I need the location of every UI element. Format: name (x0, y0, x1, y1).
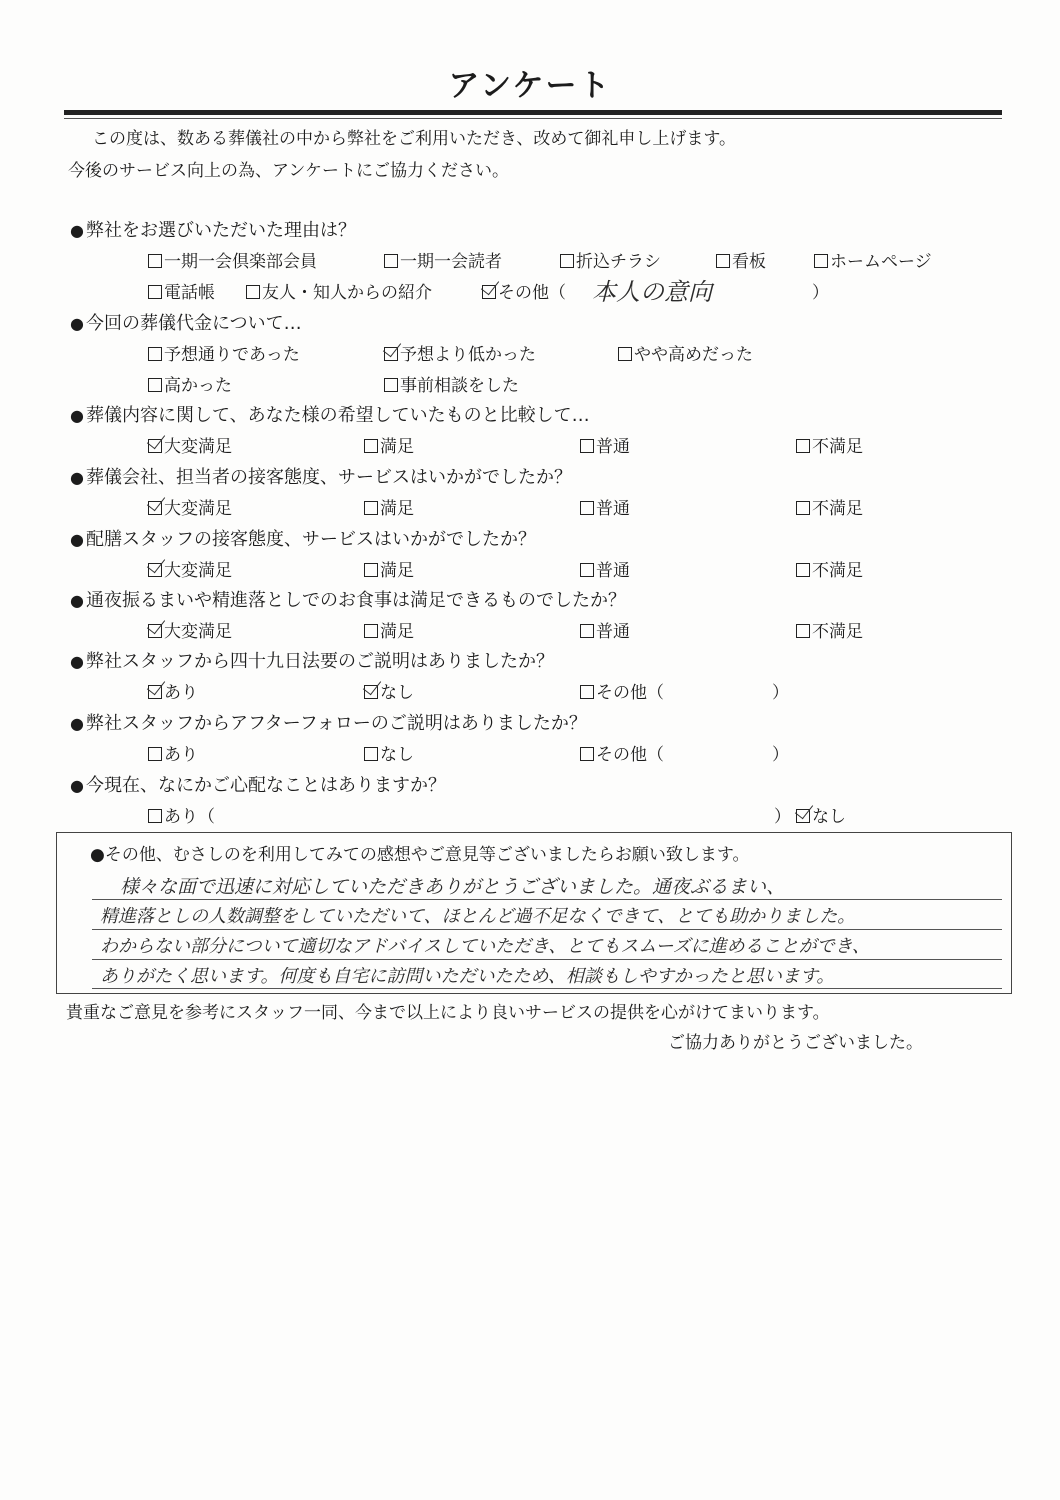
checkbox[interactable] (560, 254, 574, 268)
comment-heading: ●その他、むさしのを利用してみての感想やご意見等ございましたらお願い致します。 (90, 845, 750, 865)
checkbox[interactable] (580, 501, 594, 515)
comment-handwritten-line-1: 様々な面で迅速に対応していただきありがとうございました。通夜ぶるまい、 (120, 876, 786, 898)
checkbox[interactable] (148, 254, 162, 268)
comment-rule (92, 959, 1002, 960)
checkbox-checked[interactable] (148, 624, 162, 638)
q3-option-4[interactable]: 不満足 (796, 432, 863, 457)
checkbox[interactable] (364, 747, 378, 761)
q5-option-3[interactable]: 普通 (580, 556, 630, 581)
q8-other-close: ） (772, 745, 789, 765)
checkbox-checked[interactable] (482, 285, 496, 299)
question-3: ● 葬儀内容に関して、あなた様の希望していたものと比較して… (70, 405, 590, 426)
footer-message: 貴重なご意見を参考にスタッフ一同、今まで以上により良いサービスの提供を心がけてまいります。 (66, 1003, 830, 1023)
title-divider (64, 110, 1002, 115)
q4-option-4[interactable]: 不満足 (796, 494, 863, 519)
q1-option-7[interactable]: 友人・知人からの紹介 (246, 278, 432, 303)
checkbox[interactable] (148, 347, 162, 361)
checkbox[interactable] (716, 254, 730, 268)
question-6: ● 通夜振るまいや精進落としでのお食事は満足できるものでしたか？ (70, 590, 626, 611)
intro-line-2: 今後のサービス向上の為、アンケートにご協力ください。 (68, 161, 509, 181)
q2-option-4[interactable]: 高かった (148, 371, 232, 396)
q8-option-3[interactable]: その他（ (580, 740, 664, 765)
q2-option-5[interactable]: 事前相談をした (384, 371, 519, 396)
checkbox[interactable] (364, 439, 378, 453)
q9-option-1[interactable]: あり（ (148, 802, 215, 827)
checkbox[interactable] (384, 378, 398, 392)
question-8: ● 弊社スタッフからアフターフォローのご説明はありましたか？ (70, 713, 587, 734)
checkbox[interactable] (618, 347, 632, 361)
q7-option-1[interactable]: あり (148, 678, 198, 703)
intro-line-1: この度は、数ある葬儀社の中から弊社をご利用いただき、改めて御礼申し上げます。 (92, 129, 736, 149)
comment-handwritten-line-2: 精進落としの人数調整をしていただいて、ほとんど過不足なくできて、とても助かりました。 (100, 906, 856, 927)
q7-option-2[interactable]: なし (364, 678, 414, 703)
q1-option-4[interactable]: 看板 (716, 247, 766, 272)
checkbox-checked[interactable] (148, 685, 162, 699)
q6-option-2[interactable]: 満足 (364, 617, 414, 642)
q9-option-2[interactable]: なし (796, 802, 846, 827)
q8-option-1[interactable]: あり (148, 740, 198, 765)
page-title: アンケート (448, 68, 612, 104)
comment-rule (92, 988, 1002, 989)
footer-thanks: ご協力ありがとうございました。 (668, 1033, 923, 1053)
q3-option-1[interactable]: 大変満足 (148, 432, 232, 457)
q4-option-3[interactable]: 普通 (580, 494, 630, 519)
checkbox-checked[interactable] (384, 347, 398, 361)
checkbox[interactable] (580, 685, 594, 699)
checkbox[interactable] (148, 378, 162, 392)
question-1-text: 弊社をお選びいただいた理由は？ (85, 220, 356, 241)
question-4: ● 葬儀会社、担当者の接客態度、サービスはいかがでしたか？ (70, 467, 572, 488)
checkbox-checked[interactable] (148, 563, 162, 577)
q6-option-4[interactable]: 不満足 (796, 617, 863, 642)
q1-option-1[interactable]: 一期一会倶楽部会員 (148, 247, 317, 272)
comment-rule (92, 899, 1002, 900)
q1-option-2[interactable]: 一期一会読者 (384, 247, 502, 272)
checkbox[interactable] (580, 563, 594, 577)
question-5: ● 配膳スタッフの接客態度、サービスはいかがでしたか？ (70, 529, 536, 550)
q5-option-2[interactable]: 満足 (364, 556, 414, 581)
checkbox[interactable] (246, 285, 260, 299)
checkbox-checked[interactable] (148, 501, 162, 515)
checkbox[interactable] (580, 747, 594, 761)
q1-other-close: ） (812, 283, 829, 303)
checkbox[interactable] (384, 254, 398, 268)
q3-option-2[interactable]: 満足 (364, 432, 414, 457)
title-divider-thin (64, 118, 1002, 119)
question-4-text: 葬儀会社、担当者の接客態度、サービスはいかがでしたか？ (85, 467, 572, 488)
q4-option-1[interactable]: 大変満足 (148, 494, 232, 519)
checkbox-checked[interactable] (364, 685, 378, 699)
checkbox[interactable] (148, 285, 162, 299)
comment-rule (92, 929, 1002, 930)
checkbox-checked[interactable] (796, 809, 810, 823)
question-7-text: 弊社スタッフから四十九日法要のご説明はありましたか？ (85, 651, 554, 672)
q5-option-4[interactable]: 不満足 (796, 556, 863, 581)
checkbox[interactable] (364, 624, 378, 638)
comment-handwritten-line-3: わからない部分について適切なアドバイスしていただき、とてもスムーズに進めることができ、 (100, 936, 870, 957)
q3-option-3[interactable]: 普通 (580, 432, 630, 457)
question-3-text: 葬儀内容に関して、あなた様の希望していたものと比較して… (85, 405, 590, 426)
q7-option-3[interactable]: その他（ (580, 678, 664, 703)
question-7: ● 弊社スタッフから四十九日法要のご説明はありましたか？ (70, 651, 554, 672)
question-8-text: 弊社スタッフからアフターフォローのご説明はありましたか？ (85, 713, 587, 734)
q5-option-1[interactable]: 大変満足 (148, 556, 232, 581)
q6-option-1[interactable]: 大変満足 (148, 617, 232, 642)
checkbox[interactable] (148, 809, 162, 823)
checkbox[interactable] (796, 439, 810, 453)
q2-option-3[interactable]: やや高めだった (618, 340, 753, 365)
question-9-text: 今現在、なにかご心配なことはありますか？ (85, 775, 446, 796)
checkbox[interactable] (796, 501, 810, 515)
q1-option-3[interactable]: 折込チラシ (560, 247, 661, 272)
comment-handwritten-line-4: ありがたく思います。何度も自宅に訪問いただいたため、相談もしやすかったと思います。 (100, 966, 835, 987)
q1-option-6[interactable]: 電話帳 (148, 278, 215, 303)
q1-other-handwritten: 本人の意向 (592, 278, 712, 306)
question-6-text: 通夜振るまいや精進落としでのお食事は満足できるものでしたか？ (85, 590, 626, 611)
checkbox[interactable] (364, 563, 378, 577)
checkbox[interactable] (796, 624, 810, 638)
checkbox[interactable] (580, 624, 594, 638)
checkbox[interactable] (364, 501, 378, 515)
checkbox[interactable] (148, 747, 162, 761)
checkbox[interactable] (814, 254, 828, 268)
q1-option-8[interactable]: その他（ (482, 278, 566, 303)
question-5-text: 配膳スタッフの接客態度、サービスはいかがでしたか？ (85, 529, 536, 550)
checkbox[interactable] (580, 439, 594, 453)
checkbox[interactable] (796, 563, 810, 577)
q9-other-close: ） (774, 807, 791, 827)
q4-option-2[interactable]: 満足 (364, 494, 414, 519)
q2-option-1[interactable]: 予想通りであった (148, 340, 300, 365)
checkbox-checked[interactable] (148, 439, 162, 453)
q8-option-2[interactable]: なし (364, 740, 414, 765)
q1-option-5[interactable]: ホームページ (814, 247, 932, 272)
question-2: ● 今回の葬儀代金について… (70, 313, 302, 334)
q6-option-3[interactable]: 普通 (580, 617, 630, 642)
question-2-text: 今回の葬儀代金について… (85, 313, 302, 334)
q7-other-close: ） (772, 683, 789, 703)
question-1: ● 弊社をお選びいただいた理由は？ (70, 220, 356, 241)
q2-option-2[interactable]: 予想より低かった (384, 340, 536, 365)
question-9: ● 今現在、なにかご心配なことはありますか？ (70, 775, 446, 796)
